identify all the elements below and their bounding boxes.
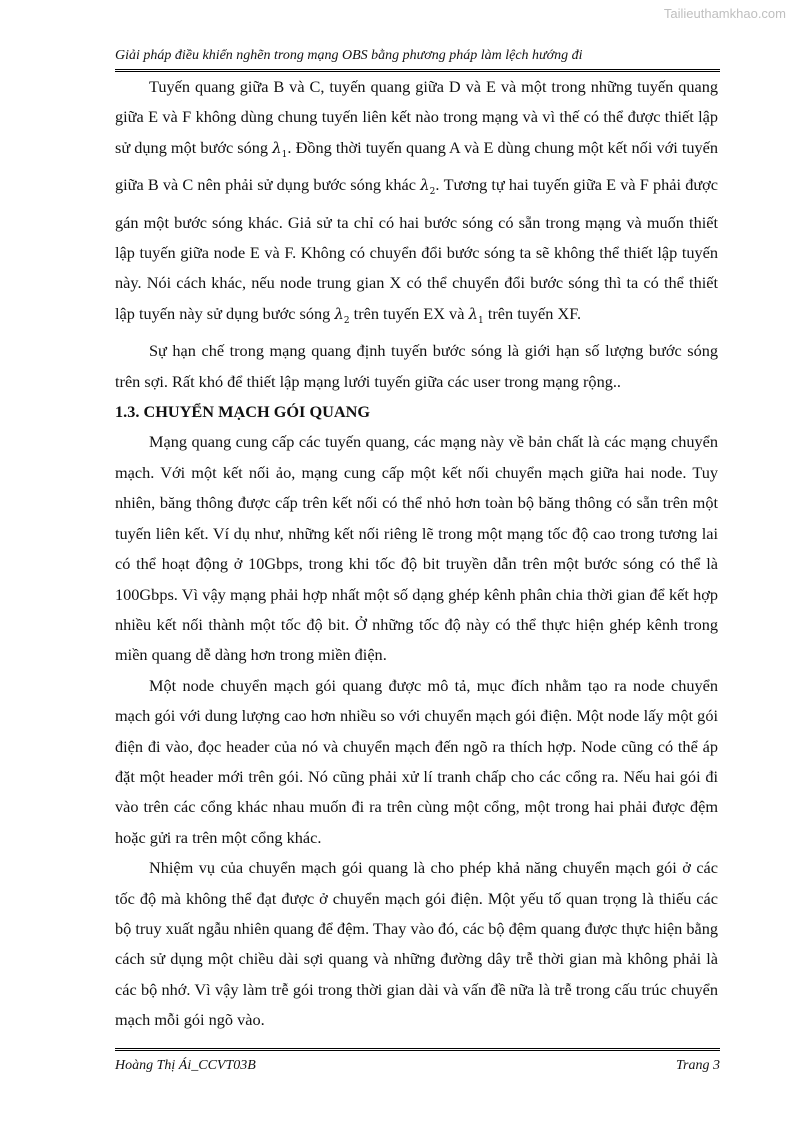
footer-author: Hoàng Thị Ái_CCVT03B — [115, 1058, 256, 1073]
page-footer — [115, 1048, 720, 1075]
watermark: Tailieuthamkhao.com — [663, 6, 786, 21]
page-header — [115, 47, 720, 72]
lambda-1-symbol: $\lambda_1$ — [468, 304, 484, 326]
paragraph-5: Nhiệm vụ của chuyển mạch gói quang là cho phép khả năng chuyển mạch gói ở các tốc độ mà không thể đạt được ở chuyển mạch gói điện. Một yếu tố quan trọng là thiếu các bộ truy xuất ngẫu nhiên quang để đệm. Thay vào đó, các bộ đệm quang được thực hiện bằng cách sử dụng một chiều dài sợi quang và những đường dây trễ thời gian mà không phải là các bộ nhớ. Vì vậy làm trễ gói trong thời gian dài và vấn đề nữa là trễ trong cấu trúc chuyển mạch mỗi gói ngõ vào. — [115, 858, 718, 1030]
lambda-2-symbol: $\lambda_2$ — [420, 176, 436, 198]
section-heading: 1.3. CHUYỂN MẠCH GÓI QUANG — [115, 402, 371, 422]
paragraph-2: Sự hạn chế trong mạng quang định tuyến bước sóng là giới hạn số lượng bước sóng trên sợi. Rất khó để thiết lập mạng lưới tuyến giữa các user trong mạng rộng.. — [115, 341, 718, 391]
paragraph-3: Mạng quang cung cấp các tuyến quang, các mạng này về bản chất là các mạng chuyển mạch. Với một kết nối ảo, mạng cung cấp một kết nối chuyển mạch giữa hai node. Tuy nhiên, băng thông được cấp trên kết nối có thể nhỏ hơn toàn bộ băng thông có sẵn trên một tuyến liên kết. Ví dụ như, những kết nối riêng lẽ trong một mạng tốc độ cao trong tương lai có thể hoạt động ở 10Gbps, trong khi tốc độ bit truyền dẫn trên một bước sóng có thể là 100Gbps. Vì vậy mạng phải hợp nhất một số dạng ghép kênh phân chia thời gian để kết hợp nhiều kết nối thành một tốc độ bit. Ở những tốc độ này có thể thực hiện ghép kênh trong miền quang dễ dàng hơn trong miền điện. — [115, 432, 718, 665]
lambda-2-symbol: $\lambda_2$ — [334, 304, 350, 326]
document-body — [115, 72, 718, 1036]
paragraph-1: Tuyến quang giữa B và C, tuyến quang giữa D và E và một trong những tuyến quang giữa E và F không dùng chung tuyến liên kết nào trong mạng và vì thế có thể được thiết lập sử dụng một bước sóng $\lambda_1$. Đồng thời tuyến quang A và E dùng chung một kết nối với tuyến giữa B và C nên phải sử dụng bước sóng khác $\lambda_2$. Tương tự hai tuyến giữa E và F phải được gán một bước sóng khác. Giả sử ta chỉ có hai bước sóng có sẵn trong mạng và muốn thiết lập tuyến giữa node E và F. Không có chuyển đổi bước sóng ta sẽ không thể thiết lập tuyến này. Nói cách khác, nếu node trung gian X có thể chuyển đổi bước sóng thì ta có thể thiết lập tuyến này sử dụng bước sóng $\lambda_2$ trên tuyến EX và $\lambda_1$ trên tuyến XF. — [115, 77, 718, 326]
header-title: Giải pháp điều khiển nghẽn trong mạng OBS bằng phương pháp làm lệch hướng đi — [115, 48, 583, 63]
paragraph-4: Một node chuyển mạch gói quang được mô tả, mục đích nhằm tạo ra node chuyển mạch gói với dung lượng cao hơn nhiều so với chuyển mạch gói điện. Một node lấy một gói điện đi vào, đọc header của nó và chuyển mạch đến ngõ ra thích hợp. Node cũng có thể áp đặt một header mới trên gói. Nó cũng phải xử lí tranh chấp cho các cổng ra. Nếu hai gói đi vào trên các cổng khác nhau muốn đi ra trên cùng một cổng, một trong hai phải được đệm hoặc gửi ra trên một cổng khác. — [115, 675, 718, 847]
lambda-1-symbol: $\lambda_1$ — [272, 138, 288, 160]
page-number: Trang 3 — [676, 1058, 720, 1073]
